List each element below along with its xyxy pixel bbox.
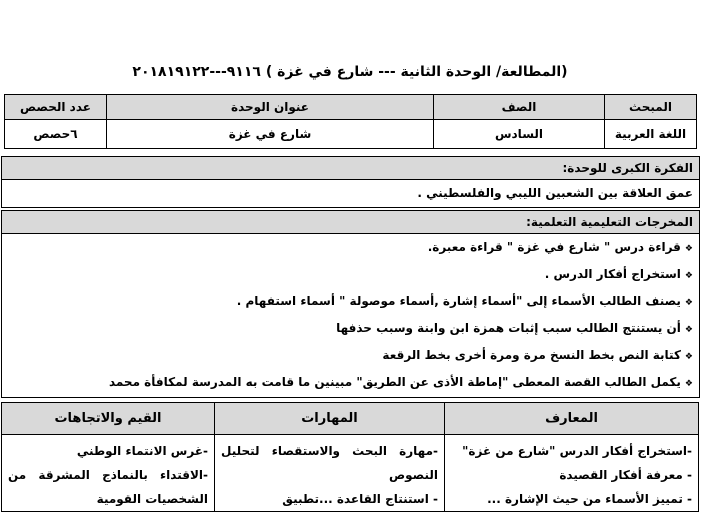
outcome-text: يصنف الطالب الأسماء إلى "أسماء إشارة ,أسماء موصولة " أسماء استفهام . <box>236 294 681 308</box>
skills-line: - استنتاج القاعدة ...تطبيق <box>282 492 438 506</box>
diamond-bullet-icon: ❖ <box>684 352 693 362</box>
header-values: القيم والاتجاهات <box>2 403 215 435</box>
document-title: (المطالعة/ الوحدة الثانية --- شارع في غزة ) ٩١١٦---٢٠١٨١٩١٢٢ <box>132 64 568 80</box>
value-subject: اللغة العربية <box>605 120 697 149</box>
header-unit-title: عنوان الوحدة <box>107 95 434 120</box>
diamond-bullet-icon: ❖ <box>684 379 693 389</box>
outcome-item <box>8 261 693 288</box>
header-grade: الصف <box>434 95 605 120</box>
learning-outcomes-section <box>1 210 700 398</box>
value-lesson-count: ٦حصص <box>5 120 107 149</box>
outcome-text: استخراج أفكار الدرس . <box>544 267 681 281</box>
diamond-bullet-icon: ❖ <box>684 325 693 335</box>
diamond-bullet-icon: ❖ <box>684 271 693 281</box>
outcome-item <box>8 315 693 342</box>
big-idea-heading: الفكرة الكبرى للوحدة: <box>2 157 699 180</box>
header-subject: المبحث <box>605 95 697 120</box>
header-knowledge: المعارف <box>445 403 699 435</box>
values-line: الشخصيات القومية <box>96 492 208 506</box>
knowledge-skills-values-table <box>1 402 699 512</box>
values-line: -الاقتداء بالنماذج المشرقة من <box>8 468 208 482</box>
diamond-bullet-icon: ❖ <box>684 298 693 308</box>
values-line: -غرس الانتماء الوطني <box>76 444 208 458</box>
learning-outcomes-heading: المخرجات التعليمية التعلمية: <box>2 211 699 234</box>
outcome-text: قراءة درس " شارع في غزة " قراءة معبرة. <box>427 240 681 254</box>
skills-line: -مهارة البحث والاستقصاء لتحليل <box>221 444 438 458</box>
outcome-item <box>8 342 693 369</box>
header-lesson-count: عدد الحصص <box>5 95 107 120</box>
skills-line: النصوص <box>388 468 438 482</box>
outcome-text: يكمل الطالب القصة المعطى "إماطة الأذى عن الطريق" مبينين ما قامت به المدرسة لمكافأة محمد <box>108 375 681 389</box>
outcome-item <box>8 369 693 396</box>
unit-info-header-row <box>5 95 697 120</box>
value-grade: السادس <box>434 120 605 149</box>
outcome-item <box>8 288 693 315</box>
unit-info-value-row <box>5 120 697 149</box>
big-idea-text: عمق العلاقة بين الشعبين الليبي والفلسطيني . <box>417 186 693 200</box>
knowledge-line: - تمييز الأسماء من حيث الإشارة ... <box>487 492 692 506</box>
outcome-item <box>8 234 693 261</box>
value-unit-title: شارع في غزة <box>107 120 434 149</box>
knowledge-line: - معرفة أفكار القصيدة <box>559 468 692 482</box>
unit-info-table <box>4 94 697 149</box>
outcome-text: أن يستنتج الطالب سبب إثبات همزة ابن وابنة وسبب حذفها <box>336 321 681 335</box>
big-idea-section <box>1 156 700 208</box>
knowledge-line: -استخراج أفكار الدرس "شارع من غزة" <box>462 444 692 458</box>
header-skills: المهارات <box>215 403 445 435</box>
diamond-bullet-icon: ❖ <box>684 244 693 254</box>
columns-header-row <box>2 403 699 435</box>
outcome-text: كتابة النص بخط النسخ مرة ومرة أخرى بخط الرقعة <box>382 348 681 362</box>
learning-outcomes-list <box>2 234 699 396</box>
